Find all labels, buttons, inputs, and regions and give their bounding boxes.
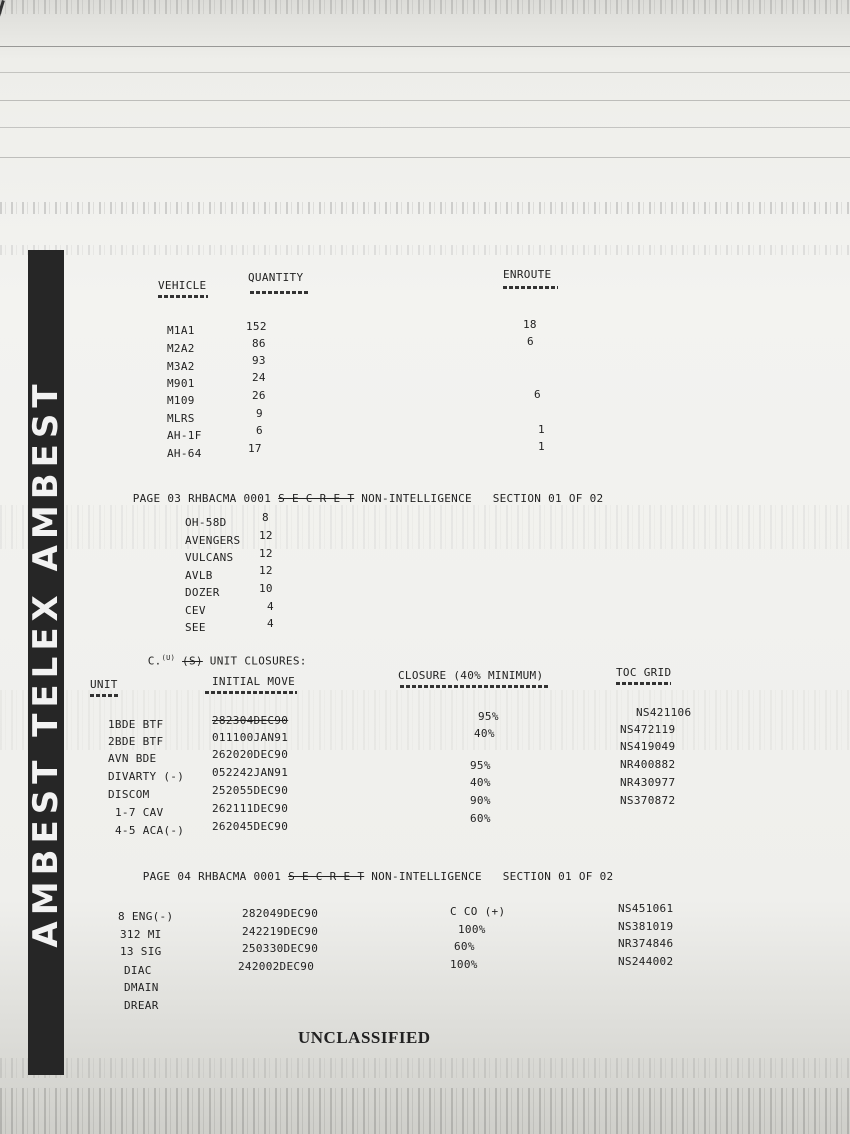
header-underline [503, 286, 558, 289]
unit-cell: 4-5 ACA(-) [115, 824, 185, 837]
enroute-cell: 1 [538, 423, 545, 436]
quantity-cell: 10 [259, 582, 273, 595]
vehicle-cell: CEV [185, 604, 206, 617]
page-header-struck: S E C R E T [288, 870, 365, 883]
closure-cell: 60% [470, 812, 491, 825]
closure-cell: 90% [470, 794, 491, 807]
quantity-cell: 24 [252, 371, 266, 384]
initial-move-cell: 282304DEC90 [212, 714, 289, 727]
closure-cell: 60% [454, 940, 475, 953]
initial-move-cell: 262020DEC90 [212, 748, 289, 761]
quantity-cell: 17 [248, 442, 262, 455]
closure-cell: 100% [450, 958, 478, 971]
quantity-cell: 12 [259, 547, 273, 560]
section-title: UNIT CLOSURES: [209, 654, 307, 668]
enroute-cell: 6 [534, 388, 541, 401]
section-c-heading [120, 640, 307, 680]
scan-line [0, 157, 850, 158]
unit-cell: DMAIN [124, 981, 159, 994]
grid-cell: NR400882 [620, 758, 676, 771]
unit-cell: DIVARTY (-) [108, 770, 185, 783]
enroute-cell: 1 [538, 440, 545, 453]
grid-cell: NS381019 [618, 920, 674, 933]
grid-cell: NS421106 [636, 706, 692, 719]
vehicle-cell: MLRS [167, 412, 195, 425]
closure-cell: C CO (+) [450, 905, 506, 918]
quantity-cell: 12 [259, 564, 273, 577]
side-banner-text: AMBEST TELEX AMBEST [26, 377, 66, 948]
header-vehicle: VEHICLE [158, 279, 207, 292]
vehicle-cell: AH-1F [167, 429, 202, 442]
grid-cell: NS370872 [620, 794, 676, 807]
unit-cell: AVN BDE [108, 752, 157, 765]
grid-cell: NR430977 [620, 776, 676, 789]
unit-cell: 13 SIG [120, 945, 162, 958]
closure-cell: 95% [478, 710, 499, 723]
closure-cell: 40% [470, 776, 491, 789]
page-header-03 [105, 481, 603, 517]
enroute-cell: 6 [527, 335, 534, 348]
grid-cell: NS244002 [618, 955, 674, 968]
header-closure: CLOSURE (40% MINIMUM) [398, 669, 544, 682]
quantity-cell: 26 [252, 389, 266, 402]
header-underline [205, 691, 297, 694]
unit-cell: 312 MI [120, 928, 162, 941]
quantity-cell: 152 [246, 320, 267, 333]
vehicle-cell: M109 [167, 394, 195, 407]
section-struck-marking: (S) [182, 654, 203, 668]
unit-cell: DISCOM [108, 788, 150, 801]
quantity-cell: 12 [259, 529, 273, 542]
scan-noise-band [0, 202, 850, 214]
page-header-suffix: NON-INTELLIGENCE SECTION 01 OF 02 [361, 492, 604, 505]
section-marking: (U) [161, 654, 176, 662]
vehicle-cell: OH-58D [185, 516, 227, 529]
vehicle-cell: VULCANS [185, 551, 234, 564]
scan-line [0, 100, 850, 101]
quantity-cell: 8 [262, 511, 269, 524]
header-enroute: ENROUTE [503, 268, 552, 281]
header-quantity: QUANTITY [248, 271, 304, 284]
initial-move-cell: 262045DEC90 [212, 820, 289, 833]
header-unit: UNIT [90, 678, 118, 691]
initial-move-cell: 011100JAN91 [212, 731, 289, 744]
page-header-prefix: PAGE 04 RHBACMA 0001 [142, 870, 282, 883]
header-underline [250, 291, 308, 294]
initial-move-cell: 252055DEC90 [212, 784, 289, 797]
initial-move-cell: 250330DEC90 [242, 942, 319, 955]
diagonal-scan-line [0, 0, 5, 316]
initial-move-cell: 052242JAN91 [212, 766, 289, 779]
vehicle-cell: DOZER [185, 586, 220, 599]
scan-noise-top [0, 0, 850, 14]
closure-cell: 95% [470, 759, 491, 772]
quantity-cell: 4 [267, 600, 274, 613]
initial-move-cell: 262111DEC90 [212, 802, 289, 815]
side-banner [28, 250, 64, 1075]
vehicle-cell: M901 [167, 377, 195, 390]
page-header-struck: S E C R E T [278, 492, 355, 505]
header-underline [90, 694, 120, 697]
grid-cell: NS472119 [620, 723, 676, 736]
grid-cell: NS451061 [618, 902, 674, 915]
unit-cell: DREAR [124, 999, 159, 1012]
scan-noise-band [0, 1058, 850, 1078]
vehicle-cell: M2A2 [167, 342, 195, 355]
grid-cell: NS419049 [620, 740, 676, 753]
vehicle-cell: AVLB [185, 569, 213, 582]
scan-line [0, 72, 850, 73]
page-header-04 [115, 859, 613, 895]
unit-cell: 1-7 CAV [115, 806, 164, 819]
classification-marking: UNCLASSIFIED [298, 1028, 431, 1047]
vehicle-cell: AH-64 [167, 447, 202, 460]
scan-noise-band [0, 245, 850, 255]
initial-move-cell: 282049DEC90 [242, 907, 319, 920]
page-header-prefix: PAGE 03 RHBACMA 0001 [132, 492, 272, 505]
scan-line [0, 46, 850, 47]
unit-cell: 8 ENG(-) [118, 910, 174, 923]
header-initial-move: INITIAL MOVE [212, 675, 296, 688]
vehicle-cell: M3A2 [167, 360, 195, 373]
quantity-cell: 4 [267, 617, 274, 630]
vehicle-cell: AVENGERS [185, 534, 241, 547]
enroute-cell: 18 [523, 318, 537, 331]
quantity-cell: 9 [256, 407, 263, 420]
header-underline [158, 295, 208, 298]
header-toc-grid: TOC GRID [616, 666, 672, 679]
quantity-cell: 93 [252, 354, 266, 367]
closure-cell: 100% [458, 923, 486, 936]
unit-cell: 1BDE BTF [108, 718, 164, 731]
initial-move-cell: 242219DEC90 [242, 925, 319, 938]
quantity-cell: 86 [252, 337, 266, 350]
initial-move-cell: 242002DEC90 [238, 960, 315, 973]
closure-cell: 40% [474, 727, 495, 740]
page-header-suffix: NON-INTELLIGENCE SECTION 01 OF 02 [371, 870, 614, 883]
header-underline [616, 682, 671, 685]
vehicle-cell: M1A1 [167, 324, 195, 337]
quantity-cell: 6 [256, 424, 263, 437]
scan-line [0, 127, 850, 128]
section-label: C. [147, 654, 162, 668]
vehicle-cell: SEE [185, 621, 206, 634]
unit-cell: 2BDE BTF [108, 735, 164, 748]
grid-cell: NR374846 [618, 937, 674, 950]
header-underline [400, 685, 550, 688]
scan-noise-bottom [0, 1088, 850, 1134]
unit-cell: DIAC [124, 964, 152, 977]
